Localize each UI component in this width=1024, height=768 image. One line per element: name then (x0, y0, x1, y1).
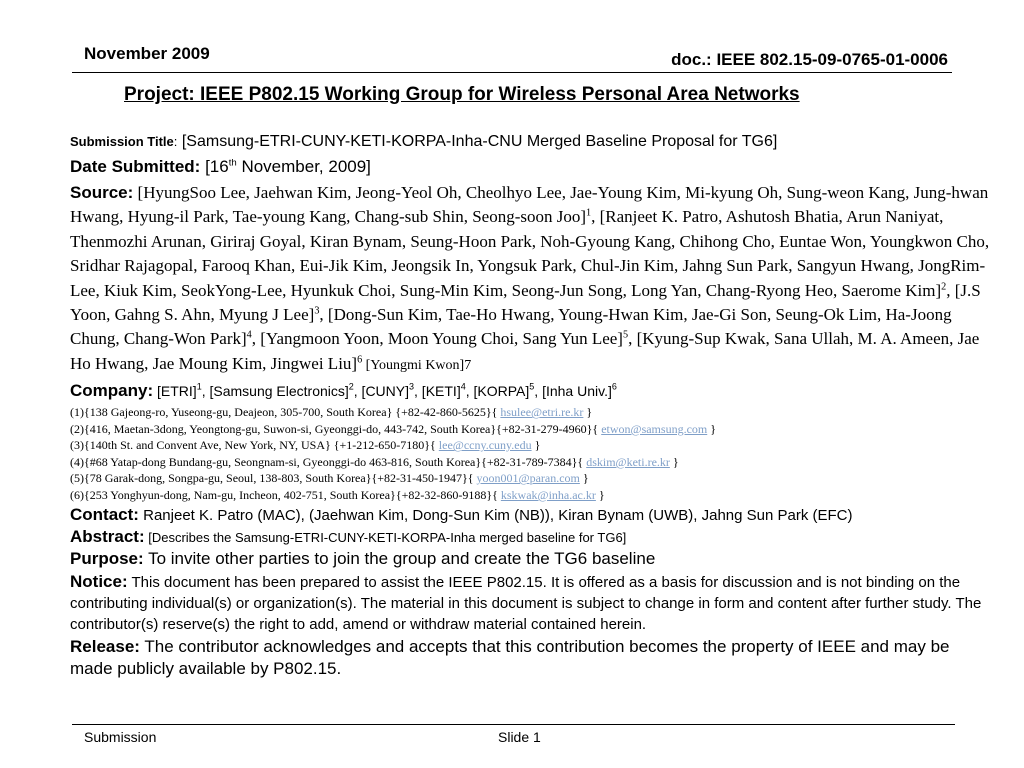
address-line: (3){140th St. and Convent Ave, New York, NY, USA} {+1-212-650-7180}{ lee@ccny.cuny.edu } (70, 438, 541, 453)
header-rule (72, 72, 952, 73)
email-link[interactable]: lee@ccny.cuny.edu (438, 438, 532, 453)
email-link[interactable]: etwon@samsung.com (601, 421, 708, 436)
purpose-row (70, 549, 990, 571)
footer-slide-number: Slide 1 (498, 729, 541, 745)
source-label: Source: (70, 183, 134, 202)
purpose-value: To invite other parties to join the group and create the TG6 baseline (143, 549, 656, 569)
contact-row (70, 505, 990, 527)
purpose-label: Purpose: (70, 549, 144, 569)
address-line: (6){253 Yonghyun-dong, Nam-gu, Incheon, 402-751, South Korea}{+82-32-860-9188}{ kskwak@inha.ac.kr } (70, 487, 605, 502)
notice-paragraph (70, 571, 990, 635)
project-title: Project: IEEE P802.15 Working Group for Wireless Personal Area Networks (124, 84, 800, 105)
company-label: Company: (70, 381, 154, 401)
submission-title-value: [Samsung-ETRI-CUNY-KETI-KORPA-Inha-CNU Merged Baseline Proposal for TG6] (177, 133, 778, 150)
abstract-row (70, 527, 990, 549)
email-link[interactable]: yoon001@paran.com (476, 471, 580, 486)
address-line: (5){78 Garak-dong, Songpa-gu, Seoul, 138-803, South Korea}{+82-31-450-1947}{ yoon001@paran.com } (70, 471, 589, 486)
release-label: Release: (70, 637, 140, 657)
address-line: (4){#68 Yatap-dong Bundang-gu, Seongnam-si, Gyeonggi-do 463-816, South Korea}{+82-31-789-7384}{ dskim@keti.re.kr } (70, 454, 679, 469)
contact-value: Ranjeet K. Patro (MAC), (Jaehwan Kim, Dong-Sun Kim (NB)), Kiran Bynam (UWB), Jahng Sun Park (EFC) (138, 507, 853, 525)
footer-submission: Submission (84, 729, 157, 745)
notice-value: This document has been prepared to assist the IEEE P802.15. It is offered as a basis for discussion and is not binding on the contributing individual(s) or organization(s). The material in this document is subject to change in form and content after further study. The contributor(s) reserve(s) the right to add, amend or withdraw material contained herein. (70, 574, 982, 634)
date-submitted-label: Date Submitted: (70, 157, 201, 176)
header-doc-number: doc.: IEEE 802.15-09-0765-01-0006 (671, 50, 948, 69)
email-link[interactable]: kskwak@inha.ac.kr (500, 487, 596, 502)
document-body (70, 133, 990, 680)
address-list (70, 404, 990, 503)
source-paragraph: Source: [HyungSoo Lee, Jaehwan Kim, Jeong-Yeol Oh, Cheolhyo Lee, Jae-Young Kim, Mi-kyung Oh, Sung-weon Kang, Jung-hwan Hwang, Hyung-il Park, Tae-young Kang, Chang-sub Shin, Seong-soon Joo]$^1$, [Ranjeet K. Patro, Ashutosh Bhatia, Arun Naniyat, Thenmozhi Arunan, Giriraj Goyal, Kiran Bynam, Seung-Hoon Park, Noh-Gyoung Kang, Chihong Cho, Euntae Won, Youngkwon Cho, Sridhar Rajagopal, Farooq Khan, Eui-Jik Kim, Jeongsik In, Yongsuk Park, Chul-Jin Kim, Jahng Sun Park, Sangyun Hwang, JongRim- Lee, Kiuk Kim, SeokYong-Lee, Hyunkuk Choi, Sung-Min Kim, Seong-Jun Song, Long Yan, Chang-Ryong Heo, Saerome Kim]$^2$, [J.S Yoon, Gahng S. Ahn, Myung J Lee]$^3$, [Dong-Sun Kim, Tae-Ho Hwang, Young-Hwan Kim, Jae-Gi Son, Seung-Ok Lim, Ha-Joong Chung, Chang-Won Park]$^4$, [Yangmoon Yoon, Moon Young Choi, Sang Yun Lee]$^5$, [Kyung-Sup Kwak, Sana Ullah, M. A. Ameen, Jae Ho Hwang, Jae Moung Kim, Jingwei Liu]$^6$ [Youngmi Kwon]7 (70, 183, 990, 373)
header-date: November 2009 (84, 44, 210, 63)
release-paragraph (70, 636, 990, 680)
contact-label: Contact: (70, 505, 139, 525)
email-link[interactable]: dskim@keti.re.kr (586, 454, 670, 469)
address-line: (1){138 Gajeong-ro, Yuseong-gu, Deajeon, 305-700, South Korea} {+82-42-860-5625}{ hsulee@etri.re.kr } (70, 405, 593, 420)
submission-title-row: Submission Title: [Samsung-ETRI-CUNY-KETI-KORPA-Inha-CNU Merged Baseline Proposal for TG6] (70, 133, 778, 150)
address-line: (2){416, Maetan-3dong, Yeongtong-gu, Suwon-si, Gyeonggi-do, 443-742, South Korea}{+82-31-279-4960}{ etwon@samsung.com } (70, 421, 716, 436)
abstract-value: [Describes the Samsung-ETRI-CUNY-KETI-KORPA-Inha merged baseline for TG6] (144, 530, 627, 546)
company-row: Company: [ETRI]$^1$, [Samsung Electronics]$^2$, [CUNY]$^3$, [KETI]$^4$, [KORPA]$^5$, [Inha Univ.]$^6$ (70, 381, 617, 401)
email-link[interactable]: hsulee@etri.re.kr (500, 405, 584, 420)
footer-rule (72, 724, 955, 725)
notice-label: Notice: (70, 572, 128, 592)
submission-title-label: Submission Title (70, 134, 174, 149)
abstract-label: Abstract: (70, 527, 145, 547)
release-value: The contributor acknowledges and accepts that this contribution becomes the property of IEEE and may be made publicly available by P802.15. (70, 637, 950, 679)
date-submitted-row: Date Submitted: [16th November, 2009] (70, 157, 371, 176)
